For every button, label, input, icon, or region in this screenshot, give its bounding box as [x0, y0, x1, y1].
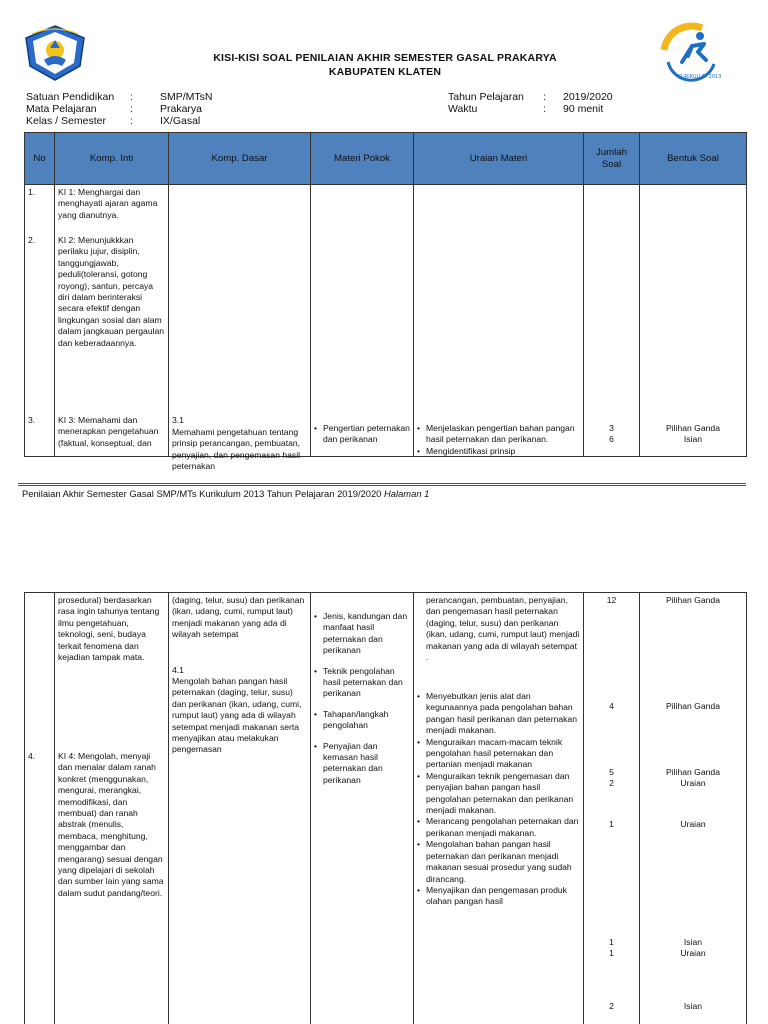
- meta-row-kelas: [26, 115, 213, 127]
- bentuk-value: Pilihan Ganda: [666, 701, 720, 711]
- kd-4-1-number: 4.1: [172, 665, 184, 675]
- kd-3-1-number: 3.1: [172, 415, 184, 425]
- uraian-item: • Menguraikan macam-macam teknik pengolahan hasil peternakan dan pertanian menjadi makanan: [417, 737, 580, 771]
- jumlah-value: 3: [609, 423, 614, 433]
- cell-jumlah-soal: [584, 185, 640, 457]
- meta-right: [448, 91, 613, 115]
- bentuk-value: Isian: [683, 1001, 703, 1011]
- jumlah-value: 1: [609, 937, 614, 947]
- footer-text: Penilaian Akhir Semester Gasal SMP/MTs Kurikulum 2013 Tahun Pelajaran 2019/2020: [22, 488, 382, 499]
- uraian-list: [417, 423, 580, 457]
- meta-value: SMP/MTsN: [160, 91, 213, 103]
- column-header-no: No: [25, 133, 55, 185]
- meta-left: [26, 91, 213, 127]
- cell-materi-pokok: [311, 593, 414, 1024]
- meta-key: Mata Pelajaran: [26, 103, 97, 115]
- bentuk-value: Uraian: [680, 948, 706, 958]
- kd-4-1-text: Mengolah bahan pangan hasil peternakan (daging, telur, susu) dan perikanan (ikan, udang, cumi, rumput laut) yang ada di wilayah setempat menjadi makanan serta menyajikan atau melakukan pengemasan: [172, 676, 302, 755]
- column-header-materi-pokok: Materi Pokok: [311, 133, 414, 185]
- row-number: 2.: [28, 235, 36, 245]
- kd-3-1-continued: (daging, telur, susu) dan perikanan (ikan, udang, cumi, rumput laut) menjadi makanan yang ada di wilayah setempat: [172, 595, 305, 640]
- jumlah-value: 6: [609, 434, 614, 444]
- bentuk-value: Pilihan Ganda: [666, 595, 720, 605]
- cell-bentuk-soal: [640, 185, 747, 457]
- cell-komp-inti: [55, 593, 169, 1024]
- bentuk-value: Uraian: [680, 778, 706, 788]
- meta-sep: :: [130, 91, 133, 103]
- kurikulum-2013-logo: [658, 22, 724, 88]
- bentuk-value: Isian: [683, 937, 703, 947]
- ki-1-text: KI 1: Menghargai dan menghayati ajaran agama yang dianutnya.: [58, 187, 158, 220]
- jumlah-value: 1: [609, 819, 614, 829]
- uraian-item: • Menyebutkan jenis alat dan kegunaannya pada pengolahan bahan pangan hasil perikanan dan peternakan menjadi makanan.: [417, 691, 580, 737]
- cell-bentuk-soal: [640, 593, 747, 1024]
- cell-jumlah-soal: [584, 593, 640, 1024]
- kurikulum-logo-text: KURIKULUM 2013: [678, 74, 722, 80]
- cell-komp-inti: [55, 185, 169, 457]
- kd-3-1-text: Memahami pengetahuan tentang prinsip perancangan, pembuatan, penyajian, dan pengemasan hasil peternakan: [172, 427, 301, 472]
- column-header-komp-dasar: Komp. Dasar: [169, 133, 311, 185]
- uraian-item: • Mengidentifikasi prinsip: [417, 446, 580, 457]
- materi-item: • Penyajian dan kemasan hasil peternakan dan perikanan: [314, 741, 410, 787]
- footer-page: Halaman 1: [384, 488, 430, 499]
- footer-rule: [18, 483, 746, 486]
- column-header-jumlah-soal: Jumlah Soal: [584, 133, 640, 185]
- table-row: [25, 185, 747, 457]
- meta-row-mapel: [26, 103, 213, 115]
- materi-list: [314, 611, 410, 786]
- bentuk-value: Pilihan Ganda: [666, 767, 720, 777]
- row-number: 1.: [28, 187, 36, 197]
- page-footer: [22, 488, 429, 499]
- cell-komp-dasar: [169, 593, 311, 1024]
- jumlah-value: 5: [609, 767, 614, 777]
- kisi-kisi-table-page-2: [24, 592, 747, 1024]
- kisi-kisi-table-page-1: [24, 132, 747, 472]
- jumlah-value: 1: [609, 948, 614, 958]
- materi-list: [314, 423, 410, 446]
- uraian-continued: perancangan, pembuatan, penyajian, dan pengemasan hasil peternakan (daging, telur, susu) dan perikanan (ikan, udang, cumi, rumput laut) menjadi makanan yang ada di wilayah setempat .: [426, 595, 580, 663]
- uraian-item: • Menyajikan dan pengemasan produk olahan pangan hasil: [417, 885, 580, 908]
- meta-row-tahun: [448, 91, 613, 103]
- page-title: KISI-KISI SOAL PENILAIAN AKHIR SEMESTER GASAL PRAKARYA: [213, 52, 557, 64]
- uraian-item: • Merancang pengolahan peternakan dan perikanan menjadi makanan.: [417, 816, 580, 839]
- meta-sep: :: [130, 115, 133, 127]
- bentuk-value: Pilihan Ganda: [666, 423, 720, 433]
- column-header-uraian-materi: Uraian Materi: [414, 133, 584, 185]
- bentuk-value: Isian: [683, 434, 703, 444]
- meta-key: Tahun Pelajaran: [448, 91, 524, 103]
- materi-item: • Teknik pengolahan hasil peternakan dan perikanan: [314, 666, 410, 700]
- meta-value: 90 menit: [563, 103, 604, 115]
- meta-value: 2019/2020: [563, 91, 613, 103]
- uraian-item: • Mengolahan bahan pangan hasil peternakan dan perikanan menjadi makanan sesuai prosedur yang sudah dirancang.: [417, 839, 580, 885]
- meta-sep: :: [130, 103, 133, 115]
- cell-materi-pokok: [311, 185, 414, 457]
- tut-wuri-handayani-logo: [22, 24, 88, 82]
- cell-no: [25, 593, 55, 1024]
- uraian-item: • Menjelaskan pengertian bahan pangan hasil peternakan dan perikanan.: [417, 423, 580, 446]
- jumlah-value: 12: [606, 595, 617, 605]
- cell-komp-dasar: [169, 185, 311, 472]
- column-header-bentuk-soal: Bentuk Soal: [640, 133, 747, 185]
- materi-item: • Tahapan/langkah pengolahan: [314, 709, 410, 732]
- ki-3-text: KI 3: Memahami dan menerapkan pengetahuan (faktual, konseptual, dan: [58, 415, 159, 448]
- meta-key: Kelas / Semester: [26, 115, 106, 127]
- row-number: 4.: [28, 751, 36, 761]
- meta-key: Satuan Pendidikan: [26, 91, 115, 103]
- materi-item: • Jenis, kandungan dan manfaat hasil peternakan dan perikanan: [314, 611, 410, 657]
- page-1: [0, 0, 768, 500]
- meta-value: Prakarya: [160, 103, 203, 115]
- jumlah-value: 2: [609, 778, 614, 788]
- ki-4-text: KI 4: Mengolah, menyaji dan menalar dalam ranah konkret (menggunakan, mengurai, merangkai, memodifikasi, dan membuat) dan ranah abstrak (menulis, membaca, menghitung, menggambar dan mengarang) sesuai dengan yang dipelajari di sekolah dan sumber lain yang sama dalam sudut pandang/teori.: [58, 751, 164, 898]
- meta-sep: :: [543, 103, 546, 115]
- meta-row-waktu: [448, 103, 613, 115]
- column-header-komp-inti: Komp. Inti: [55, 133, 169, 185]
- page-subtitle: KABUPATEN KLATEN: [328, 66, 442, 78]
- meta-row-satuan: [26, 91, 213, 103]
- bentuk-value: Uraian: [680, 819, 706, 829]
- cell-no: [25, 185, 55, 457]
- cell-uraian-materi: [414, 593, 584, 1024]
- meta-sep: :: [543, 91, 546, 103]
- ki-3-continued: prosedural) berdasarkan rasa ingin tahunya tentang ilmu pengetahuan, teknologi, seni, budaya terkait fenomena dan kejadian tampak mata.: [58, 595, 160, 663]
- page-2: [0, 592, 768, 1024]
- uraian-item: • Menguraikan teknik pengemasan dan penyajian bahan pangan hasil pengolahan peternakan dan perikanan menjadi makanan.: [417, 771, 580, 817]
- table-row: [25, 593, 747, 1024]
- meta-key: Waktu: [448, 103, 478, 115]
- ki-2-text: KI 2: Menunjukkkan perilaku jujur, disiplin, tanggungjawab, peduli(toleransi, gotong royong), santun, percaya diri dalam berinteraksi secara efektif dengan lingkungan sosial dan alam dalam jangkauan pergaulan dan keberadaannya.: [58, 235, 165, 348]
- table-header-row: [25, 133, 747, 185]
- jumlah-value: 2: [609, 1001, 614, 1011]
- materi-item: • Pengertian peternakan dan perikanan: [314, 423, 410, 446]
- uraian-list: [417, 691, 580, 908]
- row-number: 3.: [28, 415, 36, 425]
- meta-value: IX/Gasal: [160, 115, 201, 127]
- cell-uraian-materi: [414, 185, 584, 457]
- jumlah-value: 4: [609, 701, 614, 711]
